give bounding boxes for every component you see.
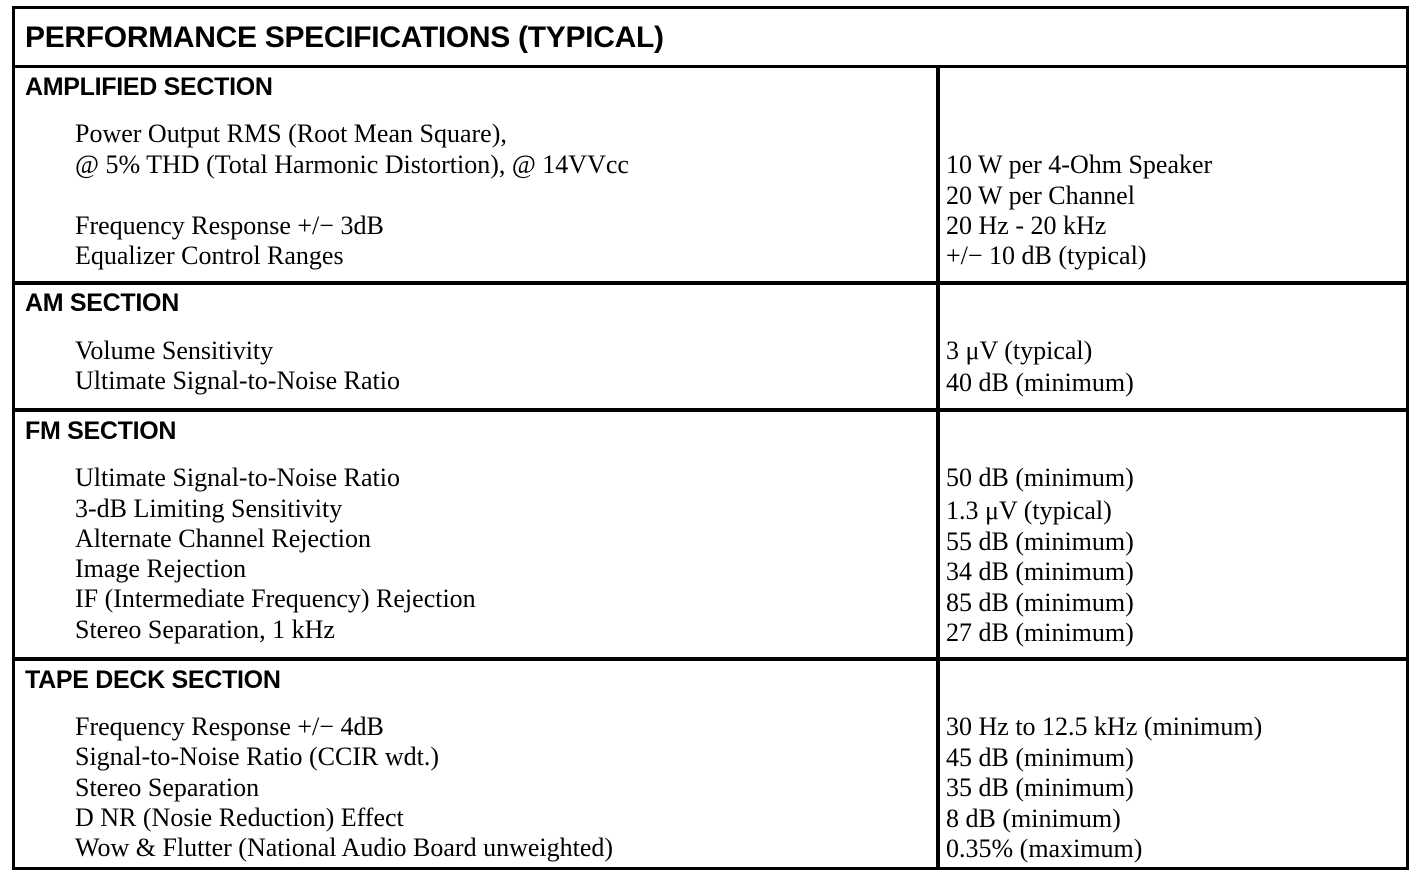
spec-label: Equalizer Control Ranges [75,241,344,270]
spec-value: 20 Hz - 20 kHz [946,211,1107,240]
spec-value: 30 Hz to 12.5 kHz (minimum) [946,712,1263,741]
section-divider [15,657,1406,661]
page-title: PERFORMANCE SPECIFICATIONS (TYPICAL) [25,21,664,54]
spec-label: Alternate Channel Rejection [75,524,372,553]
spec-label: Image Rejection [75,554,247,583]
title-row [15,9,1406,68]
section-divider [15,281,1406,285]
spec-value: 85 dB (minimum) [946,588,1134,617]
spec-value: 45 dB (minimum) [946,743,1134,772]
spec-value: 55 dB (minimum) [946,527,1134,556]
spec-value: 40 dB (minimum) [946,368,1134,397]
spec-label: Ultimate Signal-to-Noise Ratio [75,366,400,395]
spec-value: 10 W per 4-Ohm Speaker [946,150,1213,179]
spec-value: +/− 10 dB (typical) [946,241,1147,270]
spec-label: Frequency Response +/− 4dB [75,712,384,741]
spec-label: Volume Sensitivity [75,336,274,365]
spec-label: Frequency Response +/− 3dB [75,211,384,240]
section-divider [15,408,1406,412]
section-heading-fm: FM SECTION [25,417,177,445]
spec-label: Wow & Flutter (National Audio Board unweighted) [75,833,614,862]
spec-label: D NR (Nosie Reduction) Effect [75,803,404,832]
spec-value: 20 W per Channel [946,181,1135,210]
spec-label: Stereo Separation, 1 kHz [75,615,335,644]
spec-label: @ 5% THD (Total Harmonic Distortion), @ 14VVcc [75,150,629,179]
spec-label: Stereo Separation [75,773,260,802]
spec-label: 3-dB Limiting Sensitivity [75,494,343,523]
spec-value: 3 μV (typical) [946,336,1093,365]
spec-value: 50 dB (minimum) [946,463,1134,492]
spec-label: Signal-to-Noise Ratio (CCIR wdt.) [75,742,439,771]
spec-label: Ultimate Signal-to-Noise Ratio [75,463,400,492]
spec-value: 0.35% (maximum) [946,834,1143,863]
spec-value: 35 dB (minimum) [946,773,1134,802]
section-heading-amplified: AMPLIFIED SECTION [25,73,273,101]
spec-table [12,6,1409,870]
spec-value: 8 dB (minimum) [946,804,1121,833]
section-heading-am: AM SECTION [25,289,179,317]
spec-value: 1.3 μV (typical) [946,496,1112,525]
spec-label: IF (Intermediate Frequency) Rejection [75,584,476,613]
column-divider [936,68,940,867]
spec-value: 27 dB (minimum) [946,618,1134,647]
section-heading-tape-deck: TAPE DECK SECTION [25,666,281,694]
spec-value: 34 dB (minimum) [946,557,1134,586]
spec-label: Power Output RMS (Root Mean Square), [75,119,507,148]
